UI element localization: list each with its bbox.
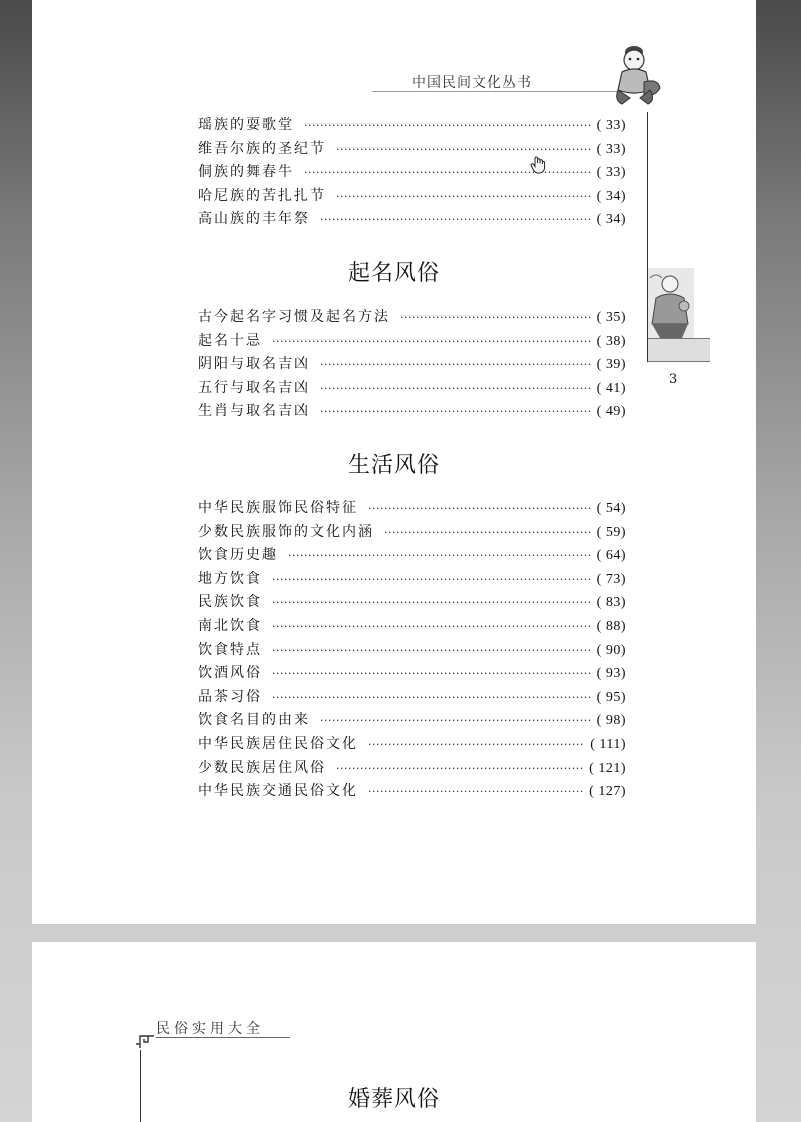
section-heading-life: 生活风俗 — [347, 453, 440, 478]
toc-dot-leader — [272, 568, 591, 592]
toc-entry-page: ( 38) — [596, 333, 626, 349]
section-heading-naming: 起名风俗 — [347, 261, 440, 286]
toc-entry-title: 饮食历史趣 — [198, 547, 278, 564]
toc-entry — [198, 377, 626, 401]
corner-ornament-icon — [134, 1030, 154, 1050]
toc-entry-title: 饮食特点 — [198, 641, 262, 658]
toc-entry-page: ( 41) — [596, 380, 626, 396]
toc-entry-page: ( 121) — [589, 760, 626, 776]
toc-entry-page: ( 33) — [596, 165, 626, 181]
bottom-series-header: 民俗实用大全 — [156, 1021, 264, 1037]
toc-entry — [198, 400, 626, 424]
toc-entry — [198, 353, 626, 377]
toc-entry-title: 阴阳与取名吉凶 — [198, 356, 310, 373]
toc-entry-title: 地方饮食 — [198, 570, 262, 587]
toc-entry — [198, 662, 626, 686]
section-heading-wedding-funeral: 婚葬风俗 — [347, 1087, 440, 1112]
toc-entry-title: 瑶族的耍歌堂 — [198, 117, 294, 133]
toc-entry — [198, 138, 626, 162]
toc-entry — [198, 330, 626, 354]
toc-dot-leader — [272, 662, 591, 686]
toc-entry-page: ( 64) — [596, 548, 626, 564]
hand-cursor-icon — [530, 156, 546, 174]
toc-dot-leader — [272, 591, 591, 615]
toc-entry-page: ( 35) — [596, 310, 626, 325]
toc-group-naming — [198, 306, 626, 424]
toc-entry-title: 民族饮食 — [198, 594, 262, 611]
toc-dot-leader — [272, 686, 591, 710]
toc-entry-page: ( 83) — [596, 595, 626, 611]
toc-entry — [198, 591, 626, 615]
toc-dot-leader — [272, 639, 591, 663]
toc-entry — [198, 686, 626, 710]
toc-entry-title: 饮食名目的由来 — [198, 712, 310, 729]
toc-entry-page: ( 95) — [596, 689, 626, 705]
toc-entry-title: 中华民族服饰民俗特征 — [198, 500, 358, 516]
toc-entry-title: 侗族的舞春牛 — [198, 164, 294, 181]
toc-entry — [198, 521, 626, 545]
toc-entry — [198, 639, 626, 663]
toc-entry — [198, 306, 626, 330]
toc-entry-page: ( 34) — [596, 212, 626, 228]
toc-entry — [198, 615, 626, 639]
toc-entry-title: 饮酒风俗 — [198, 665, 262, 682]
page-number: 3 — [669, 372, 678, 387]
toc-entry-page: ( 33) — [596, 118, 626, 133]
toc-dot-leader — [304, 161, 591, 185]
toc-dot-leader — [336, 185, 591, 209]
toc-dot-leader — [368, 497, 591, 521]
toc-entry — [198, 161, 626, 185]
toc-entry-title: 古今起名字习惯及起名方法 — [198, 309, 390, 325]
toc-dot-leader — [336, 138, 591, 162]
toc-dot-leader — [368, 780, 583, 804]
toc-entry-page: ( 59) — [596, 524, 626, 540]
margin-band — [648, 338, 710, 362]
toc-dot-leader — [400, 306, 591, 330]
toc-entry-page: ( 98) — [596, 713, 626, 729]
series-header: 中国民间文化丛书 — [412, 75, 532, 91]
mascot-doll-icon — [604, 38, 664, 108]
toc-entry-page: ( 39) — [596, 357, 626, 373]
toc-dot-leader — [336, 757, 583, 781]
toc-entry-page: ( 54) — [596, 501, 626, 516]
toc-entry-title: 南北饮食 — [198, 617, 262, 634]
toc-dot-leader — [304, 114, 591, 138]
toc-entry — [198, 497, 626, 521]
toc-entry-page: ( 73) — [596, 571, 626, 587]
toc-entry — [198, 544, 626, 568]
toc-entry-title: 高山族的丰年祭 — [198, 211, 310, 228]
toc-entry — [198, 568, 626, 592]
toc-entry-title: 少数民族居住风俗 — [198, 759, 326, 776]
toc-entry-title: 中华民族居住民俗文化 — [198, 735, 358, 752]
toc-entry-title: 五行与取名吉凶 — [198, 379, 310, 396]
toc-entry-title: 少数民族服饰的文化内涵 — [198, 523, 374, 540]
toc-entry — [198, 208, 626, 232]
toc-dot-leader — [320, 208, 591, 232]
toc-group-festivals — [198, 114, 626, 232]
toc-dot-leader — [320, 709, 591, 733]
toc-dot-leader — [288, 544, 591, 568]
toc-entry-title: 哈尼族的苦扎扎节 — [198, 187, 326, 204]
toc-entry — [198, 185, 626, 209]
toc-entry — [198, 709, 626, 733]
toc-entry-title: 品茶习俗 — [198, 688, 262, 705]
toc-entry-title: 生肖与取名吉凶 — [198, 403, 310, 420]
toc-entry — [198, 757, 626, 781]
toc-entry-page: ( 90) — [596, 642, 626, 658]
document-page-bottom — [32, 942, 756, 1122]
toc-dot-leader — [320, 353, 591, 377]
toc-entry-title: 维吾尔族的圣纪节 — [198, 140, 326, 157]
document-page-top — [32, 0, 756, 924]
toc-entry-page: ( 111) — [590, 736, 626, 752]
toc-entry — [198, 114, 626, 138]
toc-group-life — [198, 497, 626, 804]
toc-dot-leader — [320, 377, 591, 401]
toc-entry-title: 中华民族交通民俗文化 — [198, 783, 358, 800]
toc-dot-leader — [368, 733, 584, 757]
toc-dot-leader — [272, 330, 591, 354]
toc-entry — [198, 780, 626, 804]
toc-entry-page: ( 34) — [596, 188, 626, 204]
toc-dot-leader — [384, 521, 591, 545]
toc-entry-page: ( 88) — [596, 618, 626, 634]
toc-entry-title: 起名十忌 — [198, 332, 262, 349]
toc-entry-page: ( 49) — [596, 404, 626, 420]
toc-dot-leader — [272, 615, 591, 639]
bottom-header-rule — [156, 1037, 290, 1038]
toc-entry-page: ( 127) — [589, 784, 626, 800]
toc-entry-page: ( 93) — [596, 666, 626, 682]
toc-entry-page: ( 33) — [596, 141, 626, 157]
toc-entry — [198, 733, 626, 757]
toc-dot-leader — [320, 400, 591, 424]
